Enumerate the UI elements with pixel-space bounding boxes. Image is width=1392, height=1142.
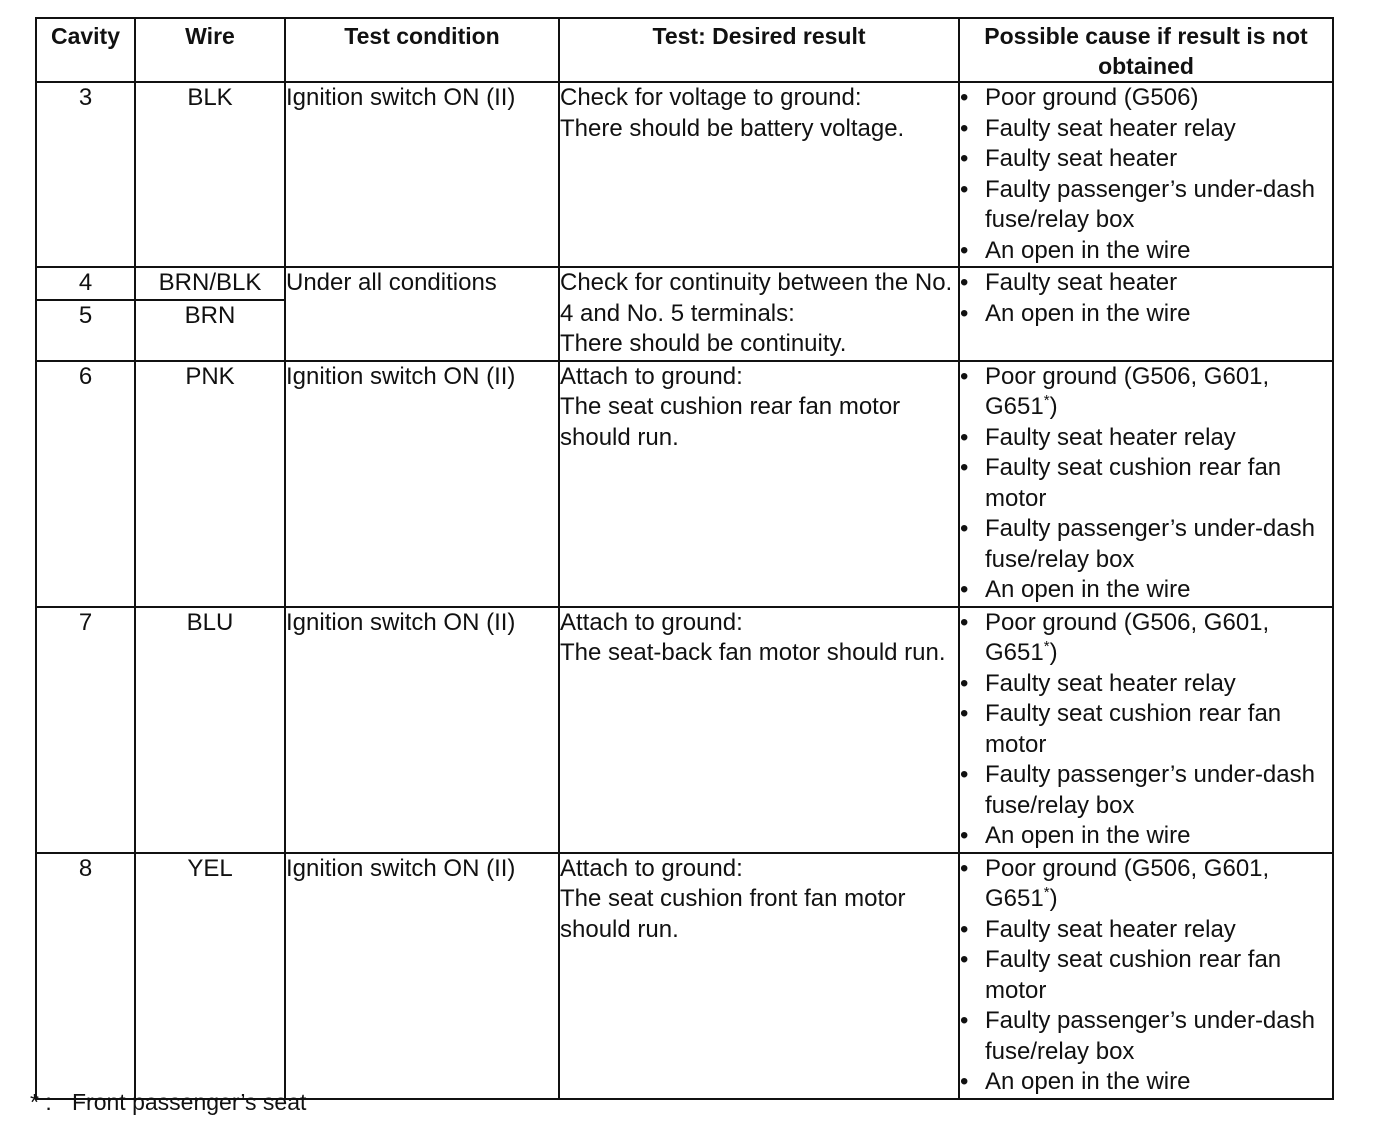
- bullet-icon: •: [960, 454, 969, 481]
- result-line: There should be continuity.: [560, 330, 847, 357]
- cavity-cell: 8: [36, 853, 135, 1099]
- diagnostic-sheet: [35, 17, 1332, 1100]
- cause-item: • Faulty seat cushion rear fan motor: [960, 946, 1282, 1004]
- bullet-icon: •: [960, 423, 969, 451]
- table-row: [36, 361, 1333, 607]
- possible-cause-cell: [959, 607, 1333, 853]
- cause-item: • Faulty seat heater relay: [960, 423, 1332, 454]
- cause-item: • Faulty seat cushion rear fan motor: [960, 700, 1282, 758]
- bullet-icon: •: [960, 576, 969, 603]
- bullet-icon: •: [960, 114, 969, 142]
- bullet-icon: •: [960, 236, 969, 264]
- cause-item: • Faulty passenger’s under-dash fuse/relay box: [960, 761, 1315, 819]
- cause-item: • Faulty seat heater relay: [960, 915, 1332, 946]
- bullet-icon: •: [960, 515, 969, 542]
- possible-cause-cell: [959, 853, 1333, 1099]
- possible-cause-cell: [959, 267, 1333, 361]
- bullet-icon: •: [960, 854, 969, 882]
- test-condition-cell: Ignition switch ON (II): [285, 82, 559, 267]
- cause-item: • An open in the wire: [960, 821, 1332, 852]
- header-test-condition: Test condition: [285, 18, 559, 82]
- header-wire: Wire: [135, 18, 285, 82]
- test-condition-cell: Ignition switch ON (II): [285, 853, 559, 1099]
- result-line: Check for continuity between the No. 4 and No. 5 terminals:: [560, 269, 953, 327]
- cause-item: • An open in the wire: [960, 299, 1332, 330]
- cause-item: • Faulty seat cushion rear fan motor: [960, 454, 1282, 512]
- cause-item: • Faulty passenger’s under-dash fuse/relay box: [960, 515, 1315, 573]
- cause-list: [960, 362, 1332, 606]
- desired-result-cell: [559, 853, 959, 1099]
- result-line: Attach to ground:: [560, 362, 743, 390]
- wire-cell: PNK: [135, 361, 285, 607]
- desired-result-cell: [559, 607, 959, 853]
- cause-list: [960, 608, 1332, 852]
- table-row: [36, 267, 1333, 300]
- desired-result-cell: [559, 267, 959, 361]
- wire-cell: BRN: [135, 300, 285, 361]
- bullet-icon: •: [960, 700, 969, 727]
- cause-item: • Faulty passenger’s under-dash fuse/relay box: [960, 175, 1315, 233]
- cause-item: • Faulty seat heater relay: [960, 114, 1332, 145]
- result-line: Attach to ground:: [560, 854, 743, 882]
- desired-result-cell: [559, 361, 959, 607]
- cavity-cell: 3: [36, 82, 135, 267]
- bullet-icon: •: [960, 946, 969, 973]
- desired-result-cell: [559, 82, 959, 267]
- cavity-test-table: [35, 17, 1334, 1100]
- cavity-cell: 4: [36, 267, 135, 300]
- table-row: [36, 853, 1333, 1099]
- cavity-cell: 6: [36, 361, 135, 607]
- wire-cell: BRN/BLK: [135, 267, 285, 300]
- cause-item: • Faulty seat heater: [960, 144, 1332, 175]
- bullet-icon: •: [960, 1007, 969, 1034]
- cause-item: • Faulty seat heater relay: [960, 669, 1332, 700]
- cavity-cell: 7: [36, 607, 135, 853]
- cause-item: • Poor ground (G506, G601, G651*): [960, 854, 1270, 912]
- result-line: The seat cushion rear fan motor should run.: [560, 393, 901, 451]
- footnote-mark: * :: [30, 1089, 52, 1115]
- result-line: Attach to ground:: [560, 608, 743, 636]
- cause-item: • Faulty passenger’s under-dash fuse/relay box: [960, 1007, 1315, 1065]
- bullet-icon: •: [960, 299, 969, 327]
- wire-cell: BLU: [135, 607, 285, 853]
- result-line: Check for voltage to ground:: [560, 84, 862, 111]
- bullet-icon: •: [960, 175, 969, 203]
- bullet-icon: •: [960, 269, 969, 296]
- cause-item: • Poor ground (G506, G601, G651*): [960, 362, 1270, 420]
- header-possible-cause: Possible cause if result is not obtained: [959, 18, 1333, 82]
- table-row: [36, 607, 1333, 853]
- test-condition-cell: Ignition switch ON (II): [285, 361, 559, 607]
- wire-cell: BLK: [135, 82, 285, 267]
- bullet-icon: •: [960, 915, 969, 943]
- table-row: [36, 82, 1333, 267]
- test-condition-cell: Ignition switch ON (II): [285, 607, 559, 853]
- bullet-icon: •: [960, 1068, 969, 1095]
- bullet-icon: •: [960, 669, 969, 697]
- cause-list: [960, 854, 1332, 1098]
- test-condition-cell: Under all conditions: [285, 267, 559, 361]
- cause-item: • An open in the wire: [960, 1067, 1332, 1098]
- cause-item: • An open in the wire: [960, 575, 1332, 606]
- result-line: The seat-back fan motor should run.: [560, 639, 946, 666]
- bullet-icon: •: [960, 761, 969, 788]
- cause-item: • Poor ground (G506, G601, G651*): [960, 608, 1270, 666]
- footnote: [30, 1088, 306, 1116]
- wire-cell: YEL: [135, 853, 285, 1099]
- footnote-text: Front passenger’s seat: [72, 1089, 307, 1115]
- result-line: The seat cushion front fan motor should run.: [560, 885, 906, 943]
- possible-cause-cell: [959, 361, 1333, 607]
- possible-cause-cell: [959, 82, 1333, 267]
- bullet-icon: •: [960, 362, 969, 390]
- bullet-icon: •: [960, 145, 969, 172]
- header-cavity: Cavity: [36, 18, 135, 82]
- bullet-icon: •: [960, 84, 969, 111]
- cavity-cell: 5: [36, 300, 135, 361]
- bullet-icon: •: [960, 608, 969, 636]
- table-header-row: [36, 18, 1333, 82]
- bullet-icon: •: [960, 822, 969, 849]
- header-desired-result: Test: Desired result: [559, 18, 959, 82]
- cause-item: • Faulty seat heater: [960, 268, 1332, 299]
- cause-list: [960, 83, 1332, 266]
- cause-item: • An open in the wire: [960, 236, 1332, 267]
- cause-list: [960, 268, 1332, 329]
- result-line: There should be battery voltage.: [560, 114, 905, 142]
- cause-item: • Poor ground (G506): [960, 83, 1332, 114]
